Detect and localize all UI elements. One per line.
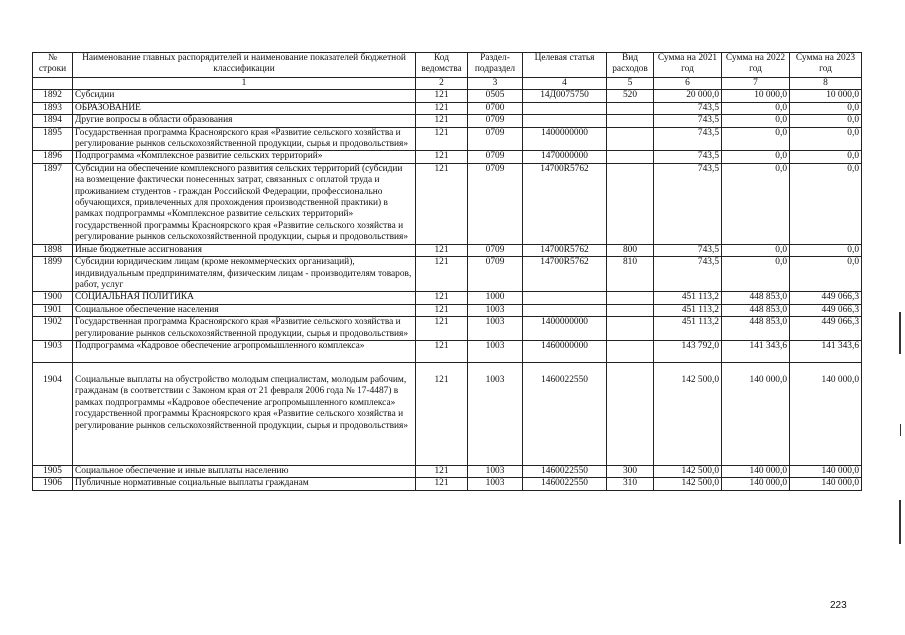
expense-type (607, 127, 654, 151)
table-row (33, 257, 862, 292)
sum-2023: 0,0 (790, 163, 862, 244)
row-name: Социальное обеспечение населения (73, 304, 416, 316)
expense-type: 810 (607, 257, 654, 292)
target-article: 1470000000 (523, 151, 607, 163)
row-number: 1899 (33, 257, 73, 292)
sum-2022: 0,0 (722, 151, 790, 163)
sum-2022: 448 853,0 (722, 317, 790, 341)
sum-2023: 0,0 (790, 127, 862, 151)
scan-edge-mark (900, 424, 901, 436)
expense-type (607, 304, 654, 316)
target-article: 1400000000 (523, 317, 607, 341)
sum-2022: 0,0 (722, 257, 790, 292)
column-number: 6 (654, 78, 722, 90)
sum-2023: 0,0 (790, 115, 862, 127)
sum-2021: 743,5 (654, 257, 722, 292)
row-name: СОЦИАЛЬНАЯ ПОЛИТИКА (73, 292, 416, 304)
expense-type: 520 (607, 90, 654, 102)
department-code: 121 (416, 244, 468, 256)
budget-table (32, 52, 862, 491)
row-number: 1898 (33, 244, 73, 256)
column-number (33, 78, 73, 90)
section-code: 0709 (468, 244, 523, 256)
header-section: Раздел-подраздел (468, 53, 523, 78)
row-name: Субсидии (73, 90, 416, 102)
row-number: 1903 (33, 340, 73, 362)
sum-2022: 448 853,0 (722, 292, 790, 304)
header-row (33, 53, 862, 78)
row-name: Субсидии на обеспечение комплексного развития сельских территорий (субсидии на возмещение фактически понесенных затрат, связанных с оплатой труда и проживанием студентов - граждан Российской Федерации, профессионально обучающихся, привлеченных для прохождения производственной практики) в рамках подпрограммы «Комплексное развитие сельских территорий» государственной программы Красноярского края «Развитие сельского хозяйства и регулирование рынков сельскохозяйственной продукции, сырья и продовольствия» (73, 163, 416, 244)
section-code: 1003 (468, 304, 523, 316)
target-article (523, 102, 607, 114)
department-code: 121 (416, 115, 468, 127)
department-code: 121 (416, 304, 468, 316)
sum-2023: 0,0 (790, 244, 862, 256)
sum-2023: 0,0 (790, 151, 862, 163)
scan-edge-mark (899, 312, 901, 354)
sum-2021: 451 113,2 (654, 317, 722, 341)
scan-edge-mark (899, 500, 901, 544)
row-name: Иные бюджетные ассигнования (73, 244, 416, 256)
target-article: 1460000000 (523, 340, 607, 362)
table-row (33, 151, 862, 163)
table-row (33, 317, 862, 341)
target-article: 1460022550 (523, 478, 607, 490)
column-number: 4 (523, 78, 607, 90)
expense-type: 310 (607, 478, 654, 490)
header-expense-type: Вид расходов (607, 53, 654, 78)
header-sum-2023: Сумма на 2023 год (790, 53, 862, 78)
table-row (33, 90, 862, 102)
sum-2021: 20 000,0 (654, 90, 722, 102)
department-code: 121 (416, 340, 468, 362)
expense-type (607, 163, 654, 244)
expense-type (607, 340, 654, 362)
sum-2022: 0,0 (722, 244, 790, 256)
section-code: 1003 (468, 362, 523, 465)
sum-2022: 0,0 (722, 127, 790, 151)
sum-2023: 449 066,3 (790, 317, 862, 341)
column-number: 2 (416, 78, 468, 90)
sum-2022: 140 000,0 (722, 465, 790, 477)
sum-2021: 743,5 (654, 163, 722, 244)
sum-2022: 0,0 (722, 115, 790, 127)
sum-2021: 142 500,0 (654, 478, 722, 490)
expense-type: 300 (607, 465, 654, 477)
department-code: 121 (416, 317, 468, 341)
header-row-number: № строки (33, 53, 73, 78)
row-number: 1895 (33, 127, 73, 151)
row-number: 1905 (33, 465, 73, 477)
column-number: 5 (607, 78, 654, 90)
row-name: Субсидии юридическим лицам (кроме некоммерческих организаций), индивидуальным предпринимателям, физическим лицам - производителям товаров, работ, услуг (73, 257, 416, 292)
table-row (33, 304, 862, 316)
sum-2023: 140 000,0 (790, 362, 862, 465)
sum-2023: 141 343,6 (790, 340, 862, 362)
row-name: Государственная программа Красноярского края «Развитие сельского хозяйства и регулирование рынков сельскохозяйственной продукции, сырья и продовольствия» (73, 127, 416, 151)
table-row (33, 465, 862, 477)
table-row (33, 244, 862, 256)
sum-2023: 449 066,3 (790, 304, 862, 316)
section-code: 0709 (468, 163, 523, 244)
row-number: 1892 (33, 90, 73, 102)
section-code: 0505 (468, 90, 523, 102)
table-row (33, 115, 862, 127)
sum-2021: 142 500,0 (654, 362, 722, 465)
row-number: 1901 (33, 304, 73, 316)
table-header (33, 53, 862, 90)
row-number: 1897 (33, 163, 73, 244)
header-department-code: Код ведомства (416, 53, 468, 78)
table-row (33, 163, 862, 244)
sum-2023: 0,0 (790, 257, 862, 292)
header-target-article: Целевая статья (523, 53, 607, 78)
row-number: 1906 (33, 478, 73, 490)
target-article: 14Д0075750 (523, 90, 607, 102)
target-article: 1460022550 (523, 362, 607, 465)
target-article (523, 304, 607, 316)
row-number: 1904 (33, 362, 73, 465)
section-code: 0700 (468, 102, 523, 114)
sum-2023: 140 000,0 (790, 465, 862, 477)
row-name: Другие вопросы в области образования (73, 115, 416, 127)
row-name: Публичные нормативные социальные выплаты гражданам (73, 478, 416, 490)
sum-2021: 743,5 (654, 102, 722, 114)
table-row (33, 292, 862, 304)
sum-2021: 743,5 (654, 151, 722, 163)
department-code: 121 (416, 478, 468, 490)
row-number: 1896 (33, 151, 73, 163)
row-name: Социальные выплаты на обустройство молодым специалистам, молодым рабочим, гражданам (в соответствии с Законом края от 21 февраля 2006 года № 17-4487) в рамках подпрограммы «Кадровое обеспечение агропромышленного комплекса» государственной программы Красноярского края «Развитие сельского хозяйства и регулирование рынков сельскохозяйственной продукции, сырья и продовольствия» (73, 362, 416, 465)
expense-type (607, 151, 654, 163)
row-name: Государственная программа Красноярского края «Развитие сельского хозяйства и регулирование рынков сельскохозяйственной продукции, сырья и продовольствия» (73, 317, 416, 341)
expense-type (607, 102, 654, 114)
sum-2021: 743,5 (654, 244, 722, 256)
target-article: 14700R5762 (523, 257, 607, 292)
sum-2023: 0,0 (790, 102, 862, 114)
header-name: Наименование главных распорядителей и наименование показателей бюджетной классификации (73, 53, 416, 78)
table-row (33, 102, 862, 114)
section-code: 0709 (468, 115, 523, 127)
column-number-row (33, 78, 862, 90)
sum-2022: 448 853,0 (722, 304, 790, 316)
department-code: 121 (416, 127, 468, 151)
department-code: 121 (416, 90, 468, 102)
section-code: 0709 (468, 127, 523, 151)
column-number: 7 (722, 78, 790, 90)
department-code: 121 (416, 362, 468, 465)
row-number: 1902 (33, 317, 73, 341)
sum-2021: 743,5 (654, 127, 722, 151)
department-code: 121 (416, 292, 468, 304)
section-code: 1003 (468, 317, 523, 341)
sum-2021: 143 792,0 (654, 340, 722, 362)
sum-2022: 141 343,6 (722, 340, 790, 362)
department-code: 121 (416, 257, 468, 292)
department-code: 121 (416, 465, 468, 477)
sum-2022: 10 000,0 (722, 90, 790, 102)
section-code: 1000 (468, 292, 523, 304)
department-code: 121 (416, 163, 468, 244)
department-code: 121 (416, 102, 468, 114)
expense-type (607, 317, 654, 341)
row-name: Подпрограмма «Комплексное развитие сельских территорий» (73, 151, 416, 163)
row-number: 1900 (33, 292, 73, 304)
expense-type: 800 (607, 244, 654, 256)
target-article: 14700R5762 (523, 163, 607, 244)
section-code: 1003 (468, 340, 523, 362)
sum-2022: 0,0 (722, 163, 790, 244)
department-code: 121 (416, 151, 468, 163)
row-name: Социальное обеспечение и иные выплаты населению (73, 465, 416, 477)
section-code: 0709 (468, 151, 523, 163)
section-code: 1003 (468, 478, 523, 490)
target-article: 1400000000 (523, 127, 607, 151)
table-body (33, 90, 862, 490)
sum-2021: 451 113,2 (654, 292, 722, 304)
target-article: 14700R5762 (523, 244, 607, 256)
row-name: Подпрограмма «Кадровое обеспечение агропромышленного комплекса» (73, 340, 416, 362)
row-number: 1894 (33, 115, 73, 127)
expense-type (607, 115, 654, 127)
header-sum-2021: Сумма на 2021 год (654, 53, 722, 78)
section-code: 1003 (468, 465, 523, 477)
column-number: 8 (790, 78, 862, 90)
sum-2023: 10 000,0 (790, 90, 862, 102)
expense-type (607, 362, 654, 465)
row-name: ОБРАЗОВАНИЕ (73, 102, 416, 114)
sum-2022: 0,0 (722, 102, 790, 114)
table-row (33, 362, 862, 465)
page-number: 223 (830, 600, 847, 611)
sum-2022: 140 000,0 (722, 362, 790, 465)
table-row (33, 478, 862, 490)
column-number: 3 (468, 78, 523, 90)
table-row (33, 127, 862, 151)
column-number: 1 (73, 78, 416, 90)
sum-2021: 743,5 (654, 115, 722, 127)
expense-type (607, 292, 654, 304)
sum-2022: 140 000,0 (722, 478, 790, 490)
sum-2021: 451 113,2 (654, 304, 722, 316)
target-article: 1460022550 (523, 465, 607, 477)
sum-2021: 142 500,0 (654, 465, 722, 477)
section-code: 0709 (468, 257, 523, 292)
header-sum-2022: Сумма на 2022 год (722, 53, 790, 78)
sum-2023: 449 066,3 (790, 292, 862, 304)
row-number: 1893 (33, 102, 73, 114)
target-article (523, 292, 607, 304)
table-row (33, 340, 862, 362)
sum-2023: 140 000,0 (790, 478, 862, 490)
target-article (523, 115, 607, 127)
